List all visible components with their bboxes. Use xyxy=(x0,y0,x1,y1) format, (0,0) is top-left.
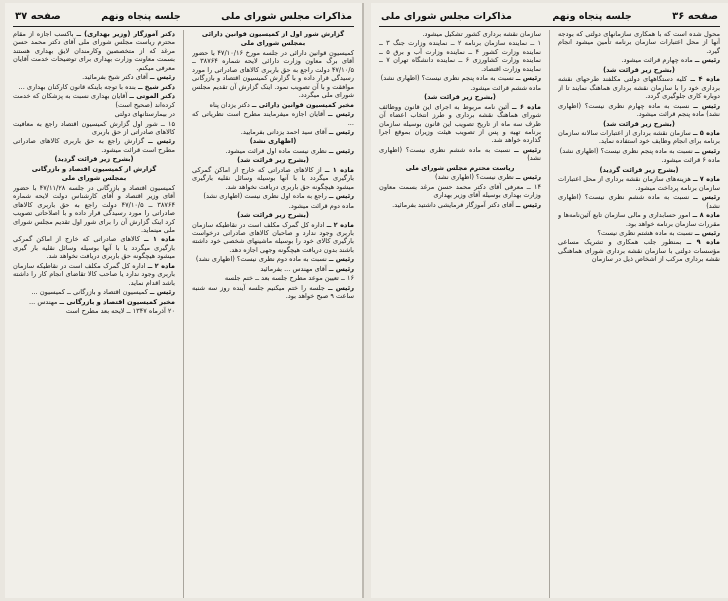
right-page-number: صفحه ۳۶ xyxy=(672,11,718,22)
column-divider xyxy=(549,30,550,598)
speaker-label: رئیس ــ xyxy=(515,74,541,83)
speaker-label: ماده ۱ ــ xyxy=(324,165,354,174)
paragraph: رئیس ــ آقای دکتر آموزگار فرمایشی داشتید بفرمائید. xyxy=(392,200,541,209)
page-gutter xyxy=(362,3,364,598)
speaker-label: رئیس ــ xyxy=(328,110,354,119)
paragraph: رئیس ــ راجع به ماده اول نظری نیست (اظهاری نشد) xyxy=(203,192,354,201)
paragraph: ماده ۷ ــ هزینه‌های سازمان نقشه برداری از محل اعتبارات سازمان برنامه پرداخت میشود. xyxy=(558,175,720,192)
right-page-column-left xyxy=(379,30,541,598)
paragraph: بمجلس شورای ملی xyxy=(240,39,306,48)
paragraph: رئیس ــ نسبت به ماده پنجم نظری نیست؟ (اظهاری نشد) xyxy=(559,146,720,155)
paragraph: محول شده است که با همکاری سازمانهای دولتی که بودجه آنها از محل اعتبارات سازمان برنامه تأمین میشود انجام گیرد. xyxy=(558,30,720,55)
paragraph: رئیس ــ نظری نیست؟ (اظهاری نشد) xyxy=(435,173,541,182)
right-page-journal-title: مذاکرات مجلس شورای ملی xyxy=(381,11,512,22)
paragraph: دکتر آموزگار (وزیر بهداری) ــ باکسب اجازه از مقام محترم ریاست مجلس شورای ملی آقای دکتر محمد حسن مرغد که از متخصصین وکارمندان لایق بهداری هستند بسمت معاونت وزارت بهداری برای توضیحات خدمت آقایان معرفی میکنم. xyxy=(13,30,175,72)
paragraph: رئیس ــ نسبت به ماده دوم نظری نیست؟ (اظهاری نشد) xyxy=(195,255,354,264)
speaker-label: رئیس ــ xyxy=(514,145,541,154)
speaker-label: رئیس ــ xyxy=(328,255,354,264)
speaker-label: رئیس ــ xyxy=(694,146,720,155)
paragraph: رئیس ــ آقایان اجازه میفرمایند مطرح است نظریاتی که ... xyxy=(192,110,354,127)
speaker-label: رئیس ــ xyxy=(328,264,354,273)
speaker-label: رئیس ــ xyxy=(328,127,354,136)
speaker-label: ماده ۶ ــ xyxy=(512,102,541,111)
paragraph: ۱۶ ــ تعیین موعد مطرح جلسه بعد ــ ختم جلسه xyxy=(224,274,354,283)
speaker-label: ماده ۵ ــ xyxy=(692,128,720,137)
paragraph: ۱۴ ــ معرفی آقای دکتر محمد حسن مرغد بسمت معاون وزارت بهداری بوسیله آقای وزیر بهداری xyxy=(379,182,541,200)
speaker-label: رئیس ــ xyxy=(515,173,541,182)
left-page-column-right xyxy=(192,30,354,598)
paragraph: رئیس ــ آقای دکتر شیخ بفرمائید. xyxy=(82,73,175,82)
paragraph: کمیسیون قوانین دارائی در جلسه مورخ ۴۷/۱۰/۱۶ با حضور آقای برگ معاون وزارت دارائی لایحه شماره ۳۸۷۶۴ ــ ۴۷/۱۰/۵ دولت راجع به حق باربری کالاهای صادراتی را مورد رسیدگی قرار داده و با گزارش کمیسیون اقتصاد و بازرگانی موافقت و با آن تصویب نمود. اینک گزارش آن تقدیم مجلس شورای ملی میگردد. xyxy=(192,48,354,100)
speaker-label: ماده ۷ ــ xyxy=(692,175,720,184)
paragraph: دکتر الموتی ــ آقایان بهداری نسبت به پزشکان که خدمت کرده‌اند (صحیح است) xyxy=(13,92,175,109)
paragraph: ریاست محترم مجلس شورای ملی xyxy=(405,163,515,172)
paragraph: رئیس ــ جلسه را ختم میکنیم جلسه آینده روز سه شنبه ساعت ۹ صبح خواهد بود. xyxy=(192,283,354,301)
speaker-label: ماده ۸ ــ xyxy=(692,211,720,220)
speaker-label: مخبر کمیسیون اقتصاد و بازرگانی ــ xyxy=(59,297,175,306)
paragraph: (بشرح زیر قرائت شد) xyxy=(237,156,309,165)
right-page-header xyxy=(379,7,720,27)
right-page xyxy=(371,3,728,598)
speaker-label: رئیس ــ xyxy=(694,56,720,65)
left-page-header xyxy=(13,7,354,27)
speaker-label: رئیس ــ xyxy=(148,137,175,146)
speaker-label: دکتر الموتی ــ xyxy=(129,92,175,101)
paragraph: (بشرح زیر قرائت گردید) xyxy=(599,165,679,174)
speaker-label: رئیس ــ xyxy=(693,101,720,110)
speaker-label: رئیس ــ xyxy=(149,288,175,297)
paragraph: مخبر کمیسیون اقتصاد و بازرگانی ــ مهندس ... xyxy=(28,297,175,306)
paragraph: ماده ۱ ــ کالاهای صادراتی که خارج از اماکن گمرکی بارگیری میگردد یا با آنها بوسیله وسائل نقلیه بار گیری میشود هیچگونه حق باربری دریافت نخواهد شد. xyxy=(13,235,175,261)
column-divider xyxy=(183,30,184,598)
paragraph: ماده ۶ ــ آئین نامه مربوط به اجرای این قانون ووظائف شورای هماهنگ نقشه برداری و طرز انتخاب اعضاء آن ظرف سه ماه از تاریخ تصویب این قانون بوسیله سازمان برنامه تهیه و پس از تصویب هیئت وزیران بموقع اجرا گذارده خواهد شد. xyxy=(379,102,541,145)
speaker-label: ماده ۴ ــ xyxy=(690,75,720,84)
paragraph: رئیس ــ نسبت به ماده ششم نظری نیست؟ (اظهاری نشد) xyxy=(558,193,720,210)
speaker-label: دکتر شیخ ــ xyxy=(137,82,175,91)
speaker-label: ماده ۱ ــ xyxy=(144,235,175,244)
paragraph: سازمان نقشه برداری کشور تشکیل میشود. xyxy=(422,30,541,38)
speaker-label: رئیس ــ xyxy=(515,200,541,209)
paragraph: رئیس ــ نسبت به ماده هشتم نظری نیست؟ xyxy=(597,228,720,237)
paragraph: ماده ششم قرائت میشود. xyxy=(470,83,541,92)
paragraph: رئیس ــ نسبت به ماده چهارم نظری نیست؟ (اظهاری نشد) ماده پنجم قرائت میشود. xyxy=(558,101,720,119)
speaker-label: رئیس ــ xyxy=(328,146,354,155)
paragraph: ۲۰ آذرماه ۱۳۴۷ ــ لایحه بعد مطرح است xyxy=(65,307,175,316)
paragraph: ماده ۲ ــ اداره کل گمرک مکلف است در نقاطیکه سازمان باربری وجود ندارد یا صاحب کالا تقاضای انجام کار را داشته باشد اقدام نماید. xyxy=(13,261,175,287)
right-page-session-title: جلسه پنجاه ونهم xyxy=(552,11,632,22)
left-page-number: صفحه ۳۷ xyxy=(15,11,61,22)
paragraph: در بیمارستانهای دولتی xyxy=(114,110,175,119)
paragraph: گزارش از کمیسیون اقتصاد و بازرگانی xyxy=(31,164,157,173)
paragraph: رئیس ــ ماده چهارم قرائت میشود. xyxy=(621,56,720,65)
speaker-label: رئیس ــ xyxy=(693,193,720,202)
paragraph: رئیس ــ آقای سید احمد یزدانی بفرمایید. xyxy=(240,127,354,136)
speaker-label: ماده ۹ ــ xyxy=(686,238,720,247)
paragraph: ماده ۲ ــ اداره کل گمرک مکلف است در نقاطیکه سازمان باربری وجود ندارد و صاحبان کالاهای صادراتی درخواست بارگیری کالای خود را بوسیله ماشینهای شخصی خود داشته باشند بدون دریافت هیچگونه وجهی اجازه دهد. xyxy=(192,220,354,254)
paragraph: کمیسیون اقتصاد و بازرگانی در جلسه ۴۷/۱۱/۲۸ با حضور آقای وزیر اقتصاد و آقای کارشناس دولت لایحه شماره ۳۸۷۶۴ ــ ۴۷/۱۰/۵ دولت راجع به حق باربری کالاهای صادراتی را مورد رسیدگی قرار داده و با اصلاحاتی تصویب کرد اینک گزارش آن را برای شور اول تقدیم مجلس شورای ملی مینماید. xyxy=(13,183,175,234)
paragraph: رئیس ــ گزارش راجع به حق باربری کالاهای صادراتی مطرح است قرائت میشود. xyxy=(13,137,175,154)
paragraph: ماده ۹ ــ بمنظور جلب همکاری و تشریک مساعی مؤسسات دولتی با سازمان نقشه برداری شورای هماهنگی نقشه برداری مرکب از اشخاص ذیل در سازمان xyxy=(558,238,720,264)
paragraph: رئیس ــ کمیسیون اقتصاد و بازرگانی ــ کمیسیون ... xyxy=(31,288,175,297)
right-page-column-right xyxy=(558,30,720,598)
paragraph: ماده ۶ قرائت میشود. xyxy=(661,156,720,165)
speaker-label: رئیس ــ xyxy=(149,73,175,82)
paragraph: ۱۵ ــ شور اول گزارش کمیسیون اقتصاد راجع به معافیت کالاهای صادراتی از حق باربری xyxy=(13,119,175,136)
speaker-label: مخبر کمیسیون قوانین دارائی ــ xyxy=(251,100,354,109)
paragraph: بمجلس شورای ملی xyxy=(61,174,127,183)
paragraph: ۱ ــ نماینده سازمان برنامه ۲ ــ نماینده وزارت جنگ ۳ ــ نماینده وزارت کشور ۴ ــ نماینده وزارت آب و برق ۵ ــ نماینده وزارت کشاورزی ۶ ــ نماینده دانشگاه تهران ۷ ــ نماینده وزارت اقتصاد. xyxy=(379,39,541,73)
paragraph: ماده ۴ ــ کلیه دستگاههای دولتی مکلفند طرحهای نقشه برداری خود را با سازمان نقشه برداری هماهنگ نمایند تا از دوباره کاری جلوگیری گردد. xyxy=(558,75,720,101)
paragraph: ماده ۵ ــ سازمان نقشه برداری از اعتبارات سالانه سازمان برنامه برای انجام وظایف خود استفاده نماید. xyxy=(558,128,720,146)
paragraph: (بشرح زیر قرائت شد) xyxy=(603,65,675,74)
speaker-label: ماده ۲ ــ xyxy=(326,220,354,229)
left-page-journal-title: مذاکرات مجلس شورای ملی xyxy=(221,11,352,22)
paragraph: رئیس ــ نسبت به ماده ششم نظری نیست؟ (اظهاری نشد) xyxy=(379,145,541,163)
paragraph: ماده دوم قرائت میشود. xyxy=(288,201,354,210)
paragraph: (بشرح زیر قرائت شد) xyxy=(603,119,675,128)
left-page-columns xyxy=(13,30,354,598)
speaker-label: ماده ۲ ــ xyxy=(147,261,175,270)
paragraph: ماده ۸ ــ امور حسابداری و مالی سازمان تابع آئین‌نامه‌ها و مقررات سازمان برنامه خواهد بود. xyxy=(558,211,720,228)
speaker-label: رئیس ــ xyxy=(328,192,354,201)
paragraph: رئیس ــ آقای مهندس ... بفرمائید xyxy=(260,264,354,273)
paragraph: (اظهاری نشد) xyxy=(249,137,297,146)
left-page-session-title: جلسه پنجاه ونهم xyxy=(101,11,181,22)
paragraph: (بشرح زیر قرائت شد) xyxy=(237,211,309,220)
paragraph: ماده ۱ ــ از کالاهای صادراتی که خارج از اماکن گمرکی بارگیری میگردد یا با آنها بوسیله وسائل نقلیه بارگیری میشود هیچگونه حق باربری دریافت نخواهد شد. xyxy=(192,165,354,191)
paragraph: مخبر کمیسیون قوانین دارائی ــ دکتر یزدان پناه xyxy=(209,100,354,109)
right-page-columns xyxy=(379,30,720,598)
speaker-label: رئیس ــ xyxy=(694,228,720,237)
speaker-label: دکتر آموزگار (وزیر بهداری) ــ xyxy=(76,30,175,38)
speaker-label: رئیس ــ xyxy=(327,283,354,292)
paragraph: دکتر شیخ ــ بنده با توجه باینکه قانون کارکنان بهداری ... xyxy=(18,82,175,91)
paragraph: رئیس ــ نظری نیست ماده اول قرائت میشود. xyxy=(225,146,354,155)
paragraph: (بشرح زیر قرائت گردید) xyxy=(54,155,134,164)
left-page-column-left xyxy=(13,30,175,598)
paragraph: گزارش شور اول از کمیسیون قوانین دارائی xyxy=(201,30,345,38)
paragraph: (بشرح زیر قرائت شد) xyxy=(424,93,496,102)
left-page xyxy=(5,3,362,598)
paragraph: رئیس ــ نسبت به ماده پنجم نظری نیست؟ (اظهاری نشد) xyxy=(380,74,541,83)
